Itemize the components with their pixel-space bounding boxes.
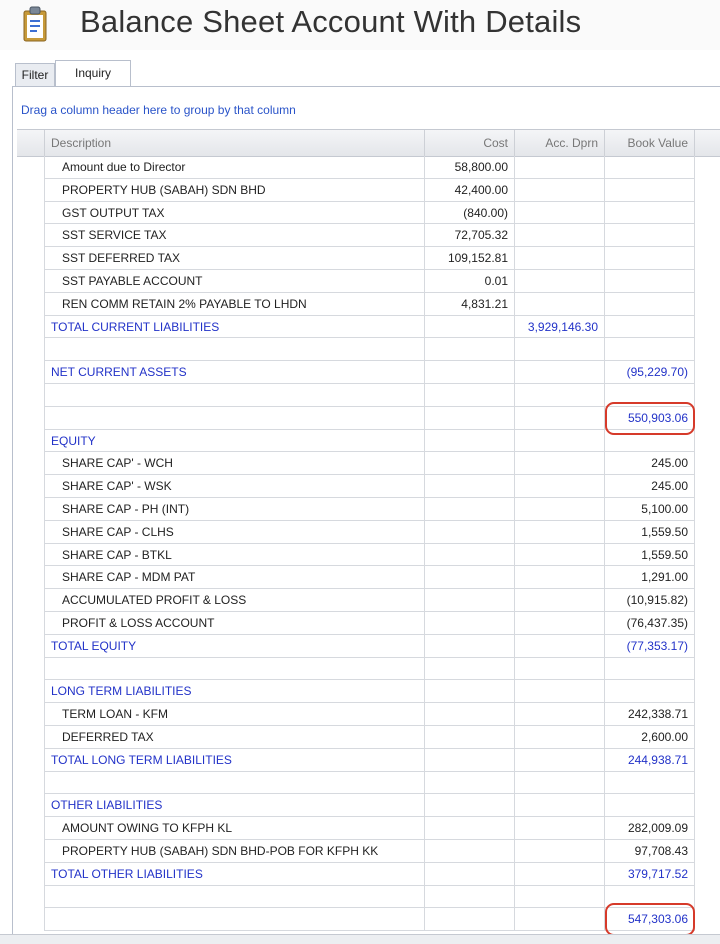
cell-book-value[interactable]: 245.00 [605,452,695,475]
cell-description[interactable]: LONG TERM LIABILITIES [45,680,425,703]
cell-cost[interactable] [425,316,515,339]
cell-book-value[interactable]: 245.00 [605,475,695,498]
cell-book-value[interactable] [605,270,695,293]
tab-inquiry[interactable]: Inquiry [55,60,131,87]
cell-book-value[interactable]: 5,100.00 [605,498,695,521]
cell-book-value[interactable]: 2,600.00 [605,726,695,749]
cell-description[interactable]: SHARE CAP - CLHS [45,521,425,544]
cell-acc-dprn[interactable] [515,566,605,589]
row-indicator [17,475,45,498]
cell-description[interactable] [45,384,425,407]
row-indicator [17,270,45,293]
cell-description[interactable]: SHARE CAP' - WCH [45,452,425,475]
cell-acc-dprn[interactable] [515,338,605,361]
row-indicator [17,179,45,202]
row-indicator [17,384,45,407]
cell-description[interactable]: SST SERVICE TAX [45,224,425,247]
cell-acc-dprn[interactable] [515,749,605,772]
table-row[interactable] [17,772,720,795]
cell-acc-dprn[interactable] [515,589,605,612]
cell-description[interactable]: PROPERTY HUB (SABAH) SDN BHD-POB FOR KFPH KK [45,840,425,863]
table-row[interactable] [17,544,720,567]
row-indicator [17,612,45,635]
row-indicator [17,338,45,361]
window-title: Balance Sheet Account With Details [80,4,582,39]
row-indicator [17,202,45,225]
cell-cost[interactable] [425,635,515,658]
cell-description[interactable]: GST OUTPUT TAX [45,202,425,225]
cell-acc-dprn[interactable] [515,817,605,840]
cell-cost[interactable] [425,840,515,863]
table-row[interactable] [17,179,720,202]
cell-book-value[interactable] [605,772,695,795]
table-row[interactable] [17,475,720,498]
row-indicator [17,452,45,475]
cell-description[interactable] [45,338,425,361]
row-indicator [17,749,45,772]
cell-book-value[interactable] [605,179,695,202]
cell-book-value[interactable]: (95,229.70) [605,361,695,384]
row-indicator [17,635,45,658]
cell-description[interactable]: NET CURRENT ASSETS [45,361,425,384]
table-row[interactable] [17,452,720,475]
cell-description[interactable] [45,908,425,931]
cell-description[interactable]: TOTAL OTHER LIABILITIES [45,863,425,886]
cell-description[interactable] [45,886,425,909]
tab-filter[interactable]: Filter [15,63,55,86]
table-row[interactable] [17,521,720,544]
cell-book-value[interactable]: (10,915.82) [605,589,695,612]
grid-rows [17,156,720,931]
cell-book-value[interactable]: (77,353.17) [605,635,695,658]
cell-cost[interactable]: 58,800.00 [425,156,515,179]
cell-book-value[interactable]: 282,009.09 [605,817,695,840]
cell-cost[interactable]: 4,831.21 [425,293,515,316]
cell-cost[interactable] [425,521,515,544]
cell-acc-dprn[interactable] [515,475,605,498]
row-indicator [17,886,45,909]
cell-cost[interactable]: 72,705.32 [425,224,515,247]
cell-acc-dprn[interactable] [515,247,605,270]
row-indicator [17,316,45,339]
cell-cost[interactable] [425,430,515,453]
cell-description[interactable] [45,407,425,430]
row-indicator [17,817,45,840]
cell-acc-dprn[interactable] [515,658,605,681]
cell-cost[interactable] [425,794,515,817]
table-row[interactable] [17,156,720,179]
table-row[interactable] [17,293,720,316]
row-indicator [17,680,45,703]
row-indicator [17,840,45,863]
cell-cost[interactable] [425,498,515,521]
table-row[interactable] [17,680,720,703]
grid-header [17,129,720,157]
row-indicator [17,566,45,589]
cell-acc-dprn[interactable] [515,612,605,635]
cell-book-value[interactable] [605,430,695,453]
clipboard-icon [22,6,48,42]
table-row[interactable] [17,726,720,749]
cell-acc-dprn[interactable] [515,452,605,475]
cell-cost[interactable] [425,703,515,726]
cell-acc-dprn[interactable] [515,270,605,293]
column-header-filler [695,130,720,156]
row-indicator [17,430,45,453]
cell-cost[interactable] [425,475,515,498]
cell-book-value[interactable]: 1,291.00 [605,566,695,589]
cell-book-value[interactable] [605,293,695,316]
table-row[interactable] [17,566,720,589]
cell-description[interactable]: DEFERRED TAX [45,726,425,749]
cell-description[interactable]: TERM LOAN - KFM [45,703,425,726]
column-header-acc-dprn[interactable]: Acc. Dprn [515,130,605,156]
row-indicator [17,407,45,430]
cell-acc-dprn[interactable]: 3,929,146.30 [515,316,605,339]
row-indicator [17,293,45,316]
cell-cost[interactable] [425,886,515,909]
cell-description[interactable]: Amount due to Director [45,156,425,179]
table-row[interactable] [17,612,720,635]
row-indicator [17,521,45,544]
cell-description[interactable]: SST DEFERRED TAX [45,247,425,270]
cell-book-value[interactable]: 1,559.50 [605,521,695,544]
table-row[interactable] [17,817,720,840]
table-row[interactable] [17,635,720,658]
cell-acc-dprn[interactable] [515,156,605,179]
row-indicator [17,863,45,886]
cell-book-value[interactable] [605,156,695,179]
cell-description[interactable]: PROPERTY HUB (SABAH) SDN BHD [45,179,425,202]
column-header-book-value[interactable]: Book Value [605,130,695,156]
cell-acc-dprn[interactable] [515,886,605,909]
row-indicator [17,224,45,247]
table-row[interactable] [17,794,720,817]
cell-description[interactable]: EQUITY [45,430,425,453]
cell-acc-dprn[interactable] [515,202,605,225]
cell-description[interactable]: SHARE CAP - PH (INT) [45,498,425,521]
cell-description[interactable]: REN COMM RETAIN 2% PAYABLE TO LHDN [45,293,425,316]
cell-book-value[interactable] [605,680,695,703]
cell-description[interactable]: SHARE CAP' - WSK [45,475,425,498]
cell-cost[interactable] [425,726,515,749]
cell-cost[interactable] [425,452,515,475]
cell-acc-dprn[interactable] [515,407,605,430]
cell-description[interactable]: AMOUNT OWING TO KFPH KL [45,817,425,840]
cell-acc-dprn[interactable] [515,384,605,407]
cell-cost[interactable] [425,749,515,772]
cell-cost[interactable] [425,772,515,795]
table-row[interactable] [17,749,720,772]
cell-cost[interactable] [425,589,515,612]
cell-book-value[interactable] [605,794,695,817]
cell-cost[interactable]: 0.01 [425,270,515,293]
cell-cost[interactable] [425,384,515,407]
cell-book-value[interactable] [605,658,695,681]
cell-book-value[interactable] [605,316,695,339]
table-row[interactable] [17,361,720,384]
cell-cost[interactable]: 42,400.00 [425,179,515,202]
cell-cost[interactable]: (840.00) [425,202,515,225]
cell-acc-dprn[interactable] [515,521,605,544]
group-by-hint[interactable]: Drag a column header here to group by that column [21,103,296,117]
table-row[interactable] [17,498,720,521]
cell-acc-dprn[interactable] [515,544,605,567]
cell-acc-dprn[interactable] [515,703,605,726]
row-indicator-header [17,130,45,156]
cell-acc-dprn[interactable] [515,179,605,202]
cell-book-value[interactable]: 1,559.50 [605,544,695,567]
inquiry-panel [12,86,720,944]
cell-description[interactable]: SHARE CAP - MDM PAT [45,566,425,589]
table-row[interactable] [17,703,720,726]
row-indicator [17,247,45,270]
cell-acc-dprn[interactable] [515,498,605,521]
cell-description[interactable]: OTHER LIABILITIES [45,794,425,817]
table-row[interactable] [17,247,720,270]
row-indicator [17,658,45,681]
table-row[interactable] [17,338,720,361]
column-header-description[interactable]: Description [45,130,425,156]
table-row[interactable] [17,863,720,886]
row-indicator [17,908,45,931]
cell-description[interactable] [45,658,425,681]
cell-acc-dprn[interactable] [515,430,605,453]
cell-description[interactable]: PROFIT & LOSS ACCOUNT [45,612,425,635]
cell-acc-dprn[interactable] [515,863,605,886]
cell-book-value[interactable] [605,224,695,247]
cell-description[interactable]: TOTAL LONG TERM LIABILITIES [45,749,425,772]
cell-cost[interactable] [425,338,515,361]
cell-cost[interactable] [425,817,515,840]
cell-cost[interactable]: 109,152.81 [425,247,515,270]
cell-acc-dprn[interactable] [515,794,605,817]
table-row[interactable] [17,908,720,931]
cell-book-value[interactable] [605,247,695,270]
cell-description[interactable]: ACCUMULATED PROFIT & LOSS [45,589,425,612]
table-row[interactable] [17,658,720,681]
cell-cost[interactable] [425,544,515,567]
title-bar [0,0,720,50]
cell-acc-dprn[interactable] [515,361,605,384]
cell-book-value[interactable]: (76,437.35) [605,612,695,635]
cell-book-value[interactable]: 547,303.06 [605,908,695,931]
cell-acc-dprn[interactable] [515,772,605,795]
row-indicator [17,703,45,726]
table-row[interactable] [17,589,720,612]
cell-description[interactable] [45,772,425,795]
highlight-circle [605,903,695,936]
cell-description[interactable]: TOTAL EQUITY [45,635,425,658]
cell-description[interactable]: SHARE CAP - BTKL [45,544,425,567]
cell-book-value[interactable]: 244,938.71 [605,749,695,772]
row-indicator [17,794,45,817]
cell-book-value[interactable]: 242,338.71 [605,703,695,726]
table-row[interactable] [17,224,720,247]
row-indicator [17,498,45,521]
cell-cost[interactable] [425,680,515,703]
cell-acc-dprn[interactable] [515,840,605,863]
column-header-cost[interactable]: Cost [425,130,515,156]
cell-acc-dprn[interactable] [515,224,605,247]
row-indicator [17,772,45,795]
table-row[interactable] [17,270,720,293]
cell-cost[interactable] [425,361,515,384]
row-indicator [17,726,45,749]
table-row[interactable] [17,430,720,453]
cell-acc-dprn[interactable] [515,908,605,931]
row-indicator [17,544,45,567]
row-indicator [17,361,45,384]
table-row[interactable] [17,202,720,225]
cell-book-value[interactable] [605,338,695,361]
cell-acc-dprn[interactable] [515,635,605,658]
cell-book-value[interactable]: 379,717.52 [605,863,695,886]
cell-cost[interactable] [425,612,515,635]
cell-book-value[interactable]: 97,708.43 [605,840,695,863]
cell-cost[interactable] [425,566,515,589]
cell-acc-dprn[interactable] [515,726,605,749]
row-indicator [17,156,45,179]
cell-cost[interactable] [425,407,515,430]
row-indicator [17,589,45,612]
cell-description[interactable]: SST PAYABLE ACCOUNT [45,270,425,293]
cell-book-value[interactable]: 550,903.06 [605,407,695,430]
cell-cost[interactable] [425,908,515,931]
table-row[interactable] [17,407,720,430]
cell-acc-dprn[interactable] [515,293,605,316]
cell-description[interactable]: TOTAL CURRENT LIABILITIES [45,316,425,339]
table-row[interactable] [17,316,720,339]
table-row[interactable] [17,840,720,863]
cell-acc-dprn[interactable] [515,680,605,703]
cell-cost[interactable] [425,863,515,886]
cell-book-value[interactable] [605,202,695,225]
cell-cost[interactable] [425,658,515,681]
